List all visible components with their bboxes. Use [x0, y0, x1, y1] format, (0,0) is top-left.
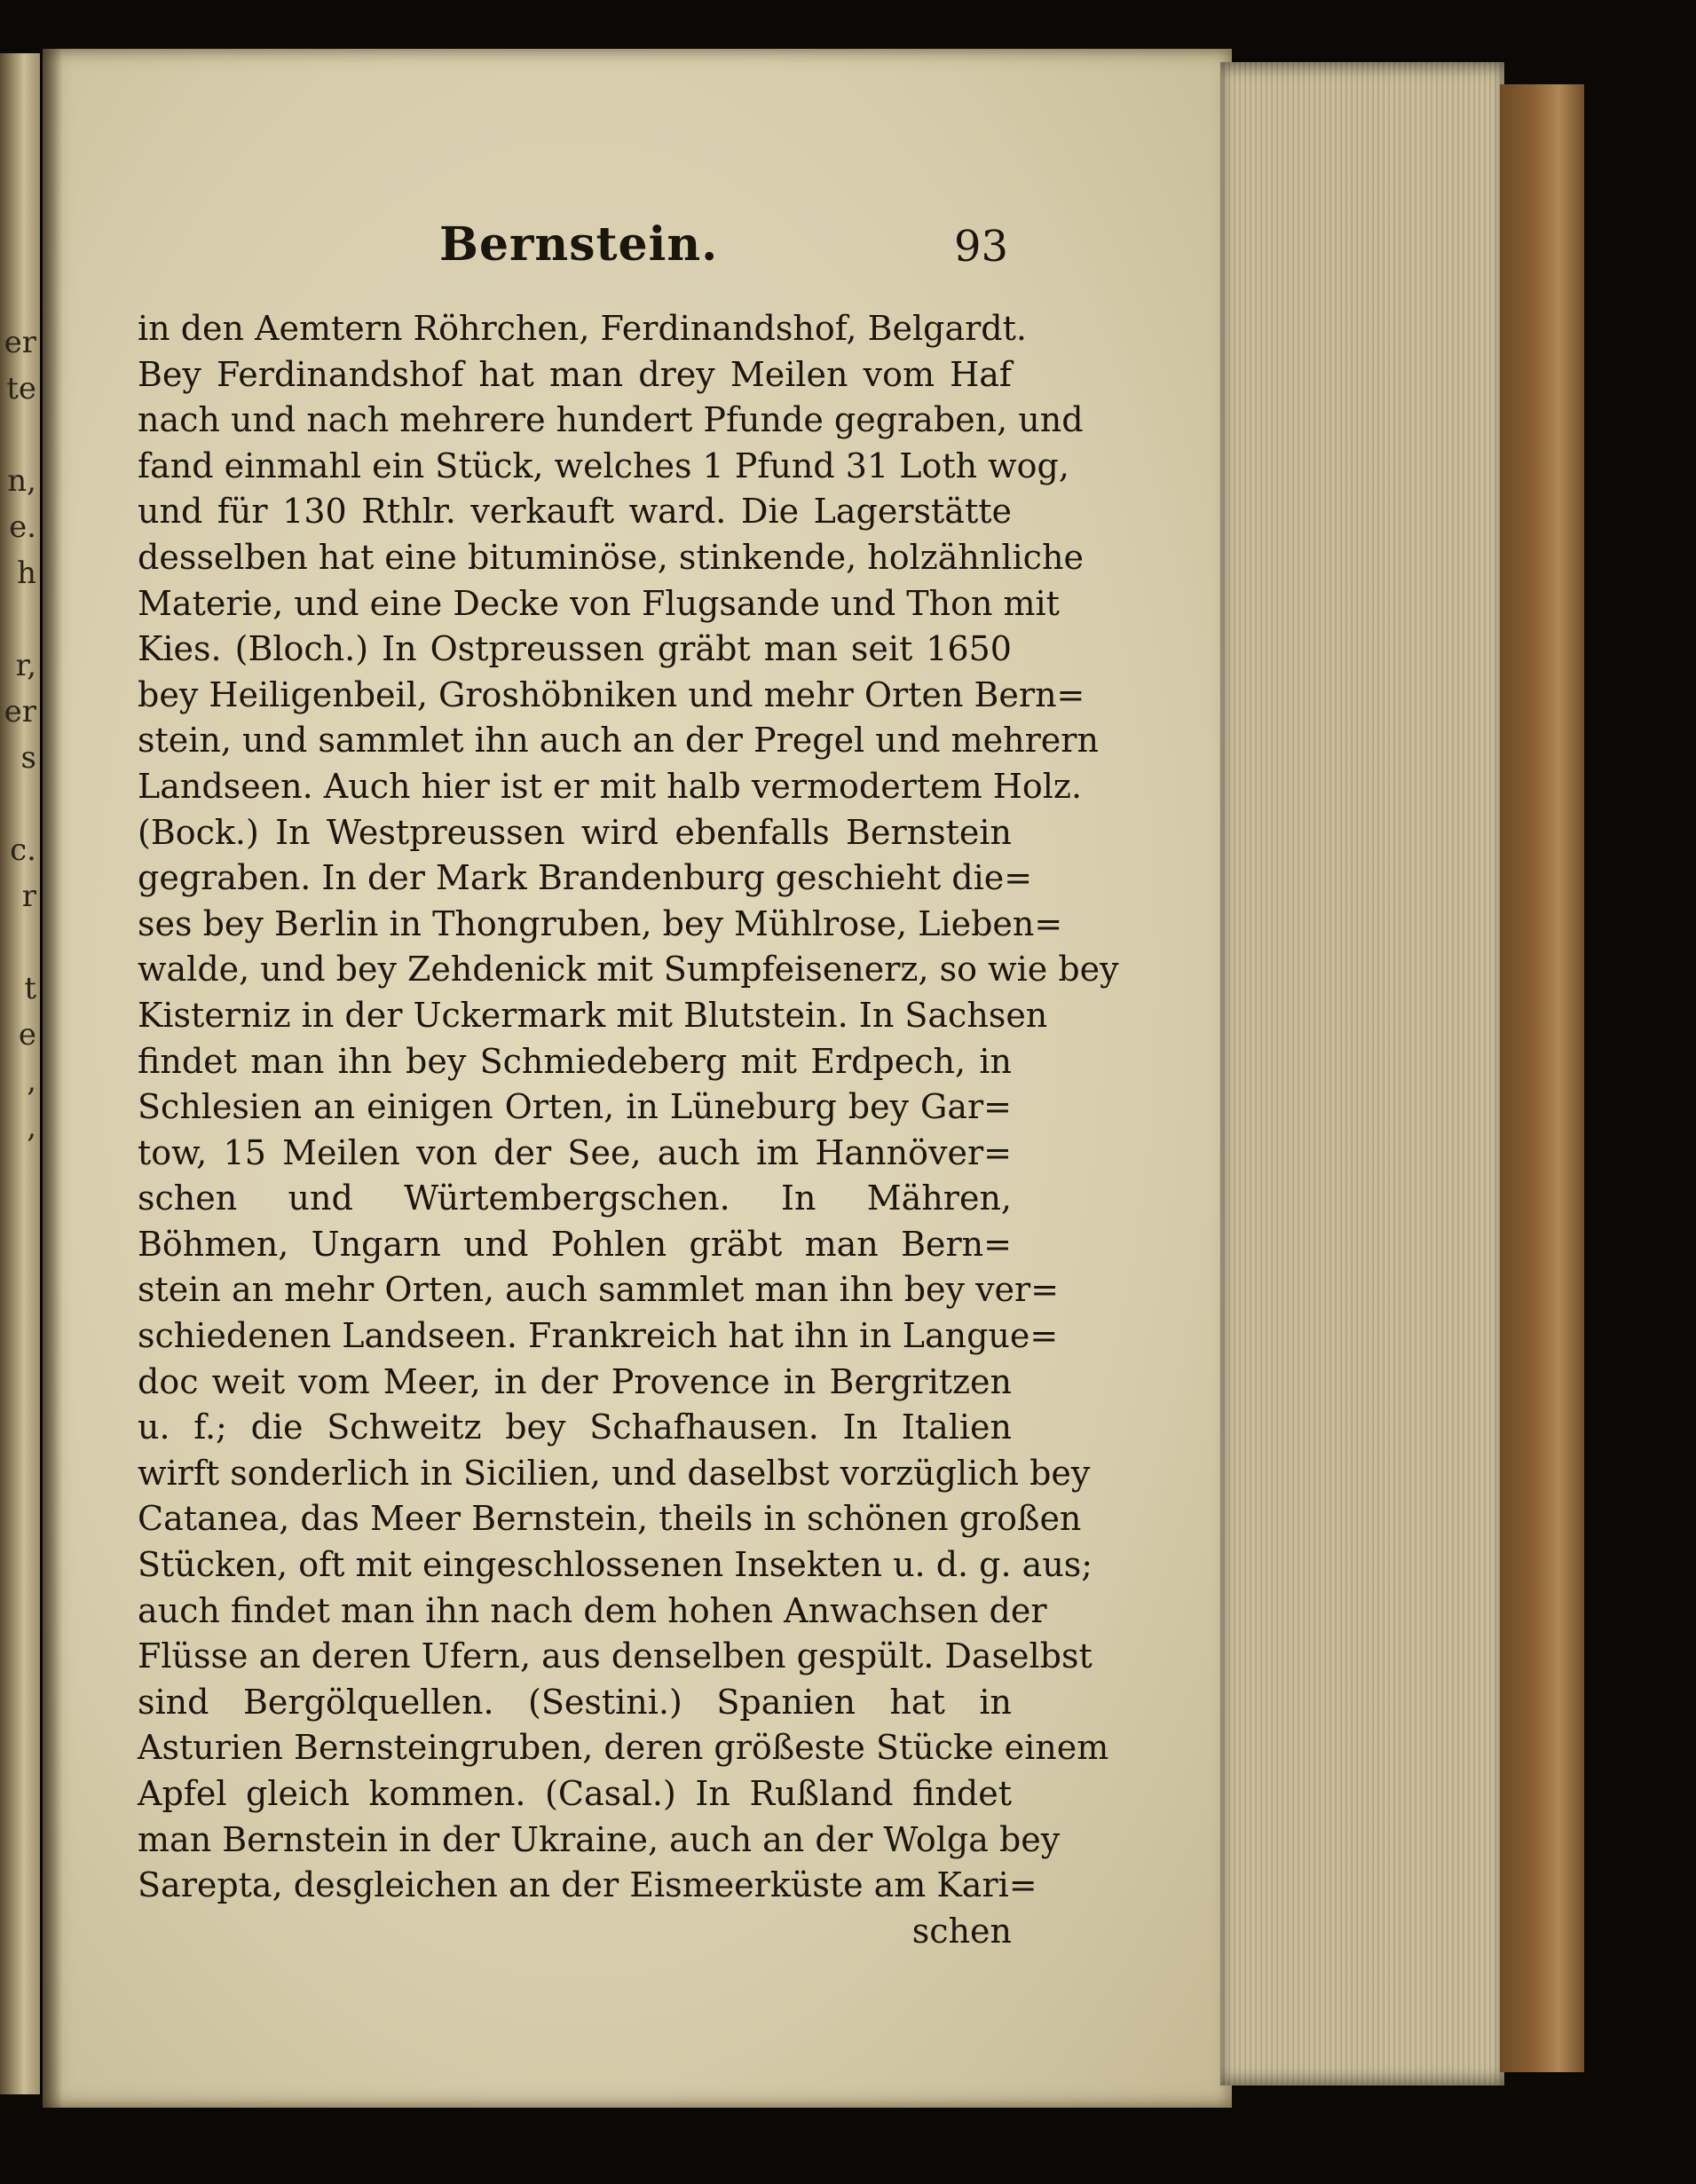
- text-line: bey Heiligenbeil, Groshöbniken und mehr Orten Bern=: [138, 674, 1085, 714]
- text-line: u. f.; die Schweitz bey Schafhausen. In Italien: [138, 1407, 1012, 1447]
- text-line: ses bey Berlin in Thongruben, bey Mühlrose, Lieben=: [138, 903, 1063, 943]
- text-line: Landseen. Auch hier ist er mit halb vermodertem Holz.: [138, 766, 1083, 806]
- margin-fragment: e: [18, 1017, 36, 1053]
- text-line: schiedenen Landseen. Frankreich hat ihn in Langue=: [138, 1316, 1059, 1356]
- text-line: auch findet man ihn nach dem hohen Anwachsen der: [138, 1590, 1047, 1630]
- text-line: schen und Würtembergschen. In Mähren,: [138, 1179, 1012, 1218]
- text-line: Flüsse an deren Ufern, aus denselben gespült. Daselbst: [138, 1636, 1093, 1676]
- text-line: desselben hat eine bituminöse, stinkende, holzähnliche: [138, 537, 1084, 577]
- page-number: 93: [954, 222, 1009, 272]
- margin-fragment: n,: [7, 463, 36, 499]
- text-line: Stücken, oft mit eingeschlossenen Insekten u. d. g. aus;: [138, 1545, 1093, 1585]
- margin-fragment: h: [17, 556, 36, 591]
- page-gutter-shadow: [43, 49, 62, 2108]
- text-line: und für 130 Rthlr. verkauft ward. Die Lagerstätte: [138, 492, 1012, 532]
- text-line: Böhmen, Ungarn und Pohlen gräbt man Bern=: [138, 1224, 1012, 1264]
- margin-fragment: te: [6, 371, 36, 406]
- margin-fragment: r,: [15, 648, 36, 683]
- margin-fragment: [0, 596, 36, 643]
- margin-fragment: e.: [9, 509, 36, 545]
- running-head: Bernstein.: [439, 217, 719, 272]
- margin-fragment: t: [24, 971, 36, 1006]
- text-line: sind Bergölquellen. (Sestini.) Spanien hat in: [138, 1682, 1012, 1722]
- text-line: man Bernstein in der Ukraine, auch an der Wolga bey: [138, 1819, 1061, 1859]
- text-line: nach und nach mehrere hundert Pfunde gegraben, und: [138, 400, 1084, 440]
- margin-fragment: [0, 781, 36, 827]
- text-line: stein an mehr Orten, auch sammlet man ihn bey ver=: [138, 1270, 1060, 1310]
- margin-fragment: er: [4, 694, 36, 729]
- text-line: findet man ihn bey Schmiedeberg mit Erdpech, in: [138, 1041, 1012, 1081]
- text-line: Apfel gleich kommen. (Casal.) In Rußland findet: [138, 1774, 1012, 1813]
- page-header: [142, 217, 1029, 280]
- text-line: Asturien Bernsteingruben, deren größeste Stücke einem: [138, 1728, 1109, 1768]
- margin-fragment: [0, 919, 36, 966]
- margin-fragment: c.: [10, 832, 36, 868]
- margin-fragment: [0, 412, 36, 458]
- margin-fragment: s: [20, 740, 36, 776]
- margin-fragment: [0, 1150, 36, 1196]
- text-line: Bey Ferdinandshof hat man drey Meilen vom Haf: [138, 354, 1012, 394]
- margin-fragment: er: [4, 325, 36, 360]
- text-line: fand einmahl ein Stück, welches 1 Pfund 31 Loth wog,: [138, 445, 1069, 485]
- margin-fragment: ,: [27, 1063, 36, 1099]
- text-line: Schlesien an einigen Orten, in Lüneburg bey Gar=: [138, 1087, 1012, 1127]
- text-line: Kies. (Bloch.) In Ostpreussen gräbt man seit 1650: [138, 629, 1012, 669]
- text-line: gegraben. In der Mark Brandenburg geschieht die=: [138, 858, 1033, 898]
- body-text: [138, 306, 1119, 1954]
- text-line: Materie, und eine Decke von Flugsande und Thon mit: [138, 583, 1060, 623]
- margin-fragment: ,: [27, 1109, 36, 1145]
- text-line: Sarepta, desgleichen an der Eismeerküste am Kari=: [138, 1865, 1037, 1905]
- text-line: in den Aemtern Röhrchen, Ferdinandshof, Belgardt.: [138, 309, 1027, 348]
- text-line: doc weit vom Meer, in der Provence in Bergritzen: [138, 1361, 1012, 1401]
- left-page-margin-text: [0, 319, 40, 1242]
- margin-fragment: r: [21, 879, 36, 914]
- text-line: wirft sonderlich in Sicilien, und daselbst vorzüglich bey: [138, 1453, 1091, 1493]
- text-line: stein, und sammlet ihn auch an der Pregel und mehrern: [138, 721, 1099, 761]
- text-line: schen: [911, 1911, 1012, 1951]
- text-line: walde, und bey Zehdenick mit Sumpfeisenerz, so wie bey: [138, 950, 1119, 990]
- text-line: Kisterniz in der Uckermark mit Blutstein. In Sachsen: [138, 995, 1048, 1035]
- margin-fragment: [0, 1196, 36, 1242]
- text-line: (Bock.) In Westpreussen wird ebenfalls Bernstein: [138, 812, 1012, 852]
- text-line: Catanea, das Meer Bernstein, theils in schönen großen: [138, 1499, 1082, 1539]
- page-block-edges: [1220, 62, 1504, 2085]
- text-line: tow, 15 Meilen von der See, auch im Hannöver=: [138, 1132, 1012, 1172]
- book-cover-edge: [1500, 84, 1584, 2072]
